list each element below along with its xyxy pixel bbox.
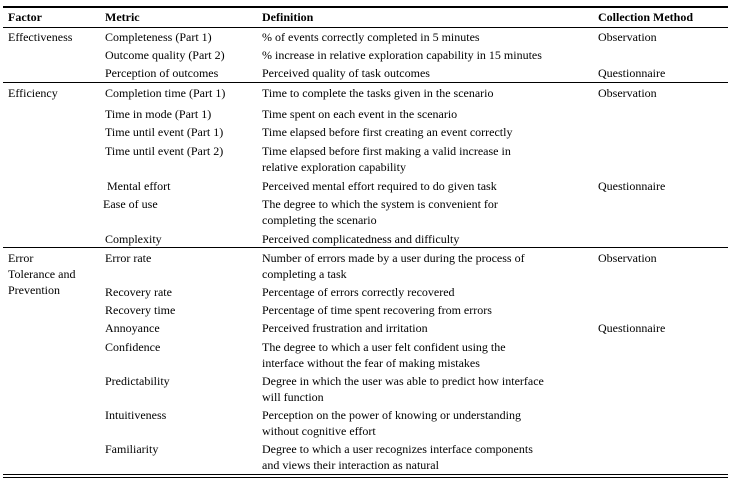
metric-cell: Ease of use [103, 197, 158, 211]
metric-cell: Confidence [105, 340, 161, 354]
metric-cell: Intuitiveness [105, 408, 167, 422]
definition-cell: The degree to which a user felt confident using the interface without the fear of making mistakes [262, 340, 506, 370]
definition-cell: Percentage of errors correctly recovered [262, 285, 455, 299]
metric-cell: Time until event (Part 2) [105, 144, 224, 158]
bottom-rule-1 [3, 474, 728, 475]
definition-cell: % increase in relative exploration capability in 15 minutes [262, 48, 542, 62]
definition-cell: % of events correctly completed in 5 minutes [262, 30, 480, 44]
definition-cell: Perceived complicatedness and difficulty [262, 232, 460, 246]
factor-cell: Efficiency [8, 86, 58, 100]
definition-cell: Perceived mental effort required to do given task [262, 179, 497, 193]
metric-cell: Familiarity [105, 442, 159, 456]
metric-cell: Recovery rate [105, 285, 172, 299]
group-divider-efficiency [3, 82, 728, 83]
metric-cell: Complexity [105, 232, 162, 246]
metric-cell: Mental effort [107, 179, 171, 193]
header-collection-method: Collection Method [598, 10, 693, 24]
definition-cell: Perception on the power of knowing or understanding without cognitive effort [262, 408, 521, 438]
header-factor: Factor [8, 10, 42, 24]
collection-method-cell: Observation [598, 251, 657, 265]
header-definition: Definition [262, 10, 314, 24]
metric-cell: Time until event (Part 1) [105, 125, 224, 139]
group-divider-error [3, 247, 728, 248]
metric-cell: Completion time (Part 1) [105, 86, 226, 100]
definition-cell: Time elapsed before first creating an event correctly [262, 125, 513, 139]
definition-cell: The degree to which the system is convenient for completing the scenario [262, 197, 498, 227]
top-rule-thick [3, 6, 728, 8]
bottom-rule-2 [3, 477, 728, 478]
header-rule [3, 27, 728, 28]
metric-cell: Error rate [105, 251, 152, 265]
factor-cell: Error Tolerance and Prevention [8, 251, 76, 297]
definition-cell: Time to complete the tasks given in the scenario [262, 86, 494, 100]
definition-cell: Percentage of time spent recovering from errors [262, 303, 492, 317]
metric-cell: Predictability [105, 374, 170, 388]
factor-cell: Effectiveness [8, 30, 73, 44]
collection-method-cell: Observation [598, 86, 657, 100]
collection-method-cell: Observation [598, 30, 657, 44]
header-metric: Metric [105, 10, 140, 24]
definition-cell: Perceived frustration and irritation [262, 321, 428, 335]
definition-cell: Time elapsed before first making a valid increase in relative exploration capability [262, 144, 511, 174]
collection-method-cell: Questionnaire [598, 179, 666, 193]
collection-method-cell: Questionnaire [598, 66, 666, 80]
metric-cell: Recovery time [105, 303, 176, 317]
definition-cell: Degree to which a user recognizes interface components and views their interaction as natural [262, 442, 533, 472]
metric-cell: Time in mode (Part 1) [105, 107, 212, 121]
definition-cell: Number of errors made by a user during the process of completing a task [262, 251, 525, 281]
metric-cell: Annoyance [105, 321, 160, 335]
metric-cell: Outcome quality (Part 2) [105, 48, 225, 62]
definition-cell: Time spent on each event in the scenario [262, 107, 458, 121]
definition-cell: Perceived quality of task outcomes [262, 66, 430, 80]
collection-method-cell: Questionnaire [598, 321, 666, 335]
metric-cell: Completeness (Part 1) [105, 30, 212, 44]
metric-cell: Perception of outcomes [105, 66, 219, 80]
definition-cell: Degree in which the user was able to predict how interface will function [262, 374, 544, 404]
